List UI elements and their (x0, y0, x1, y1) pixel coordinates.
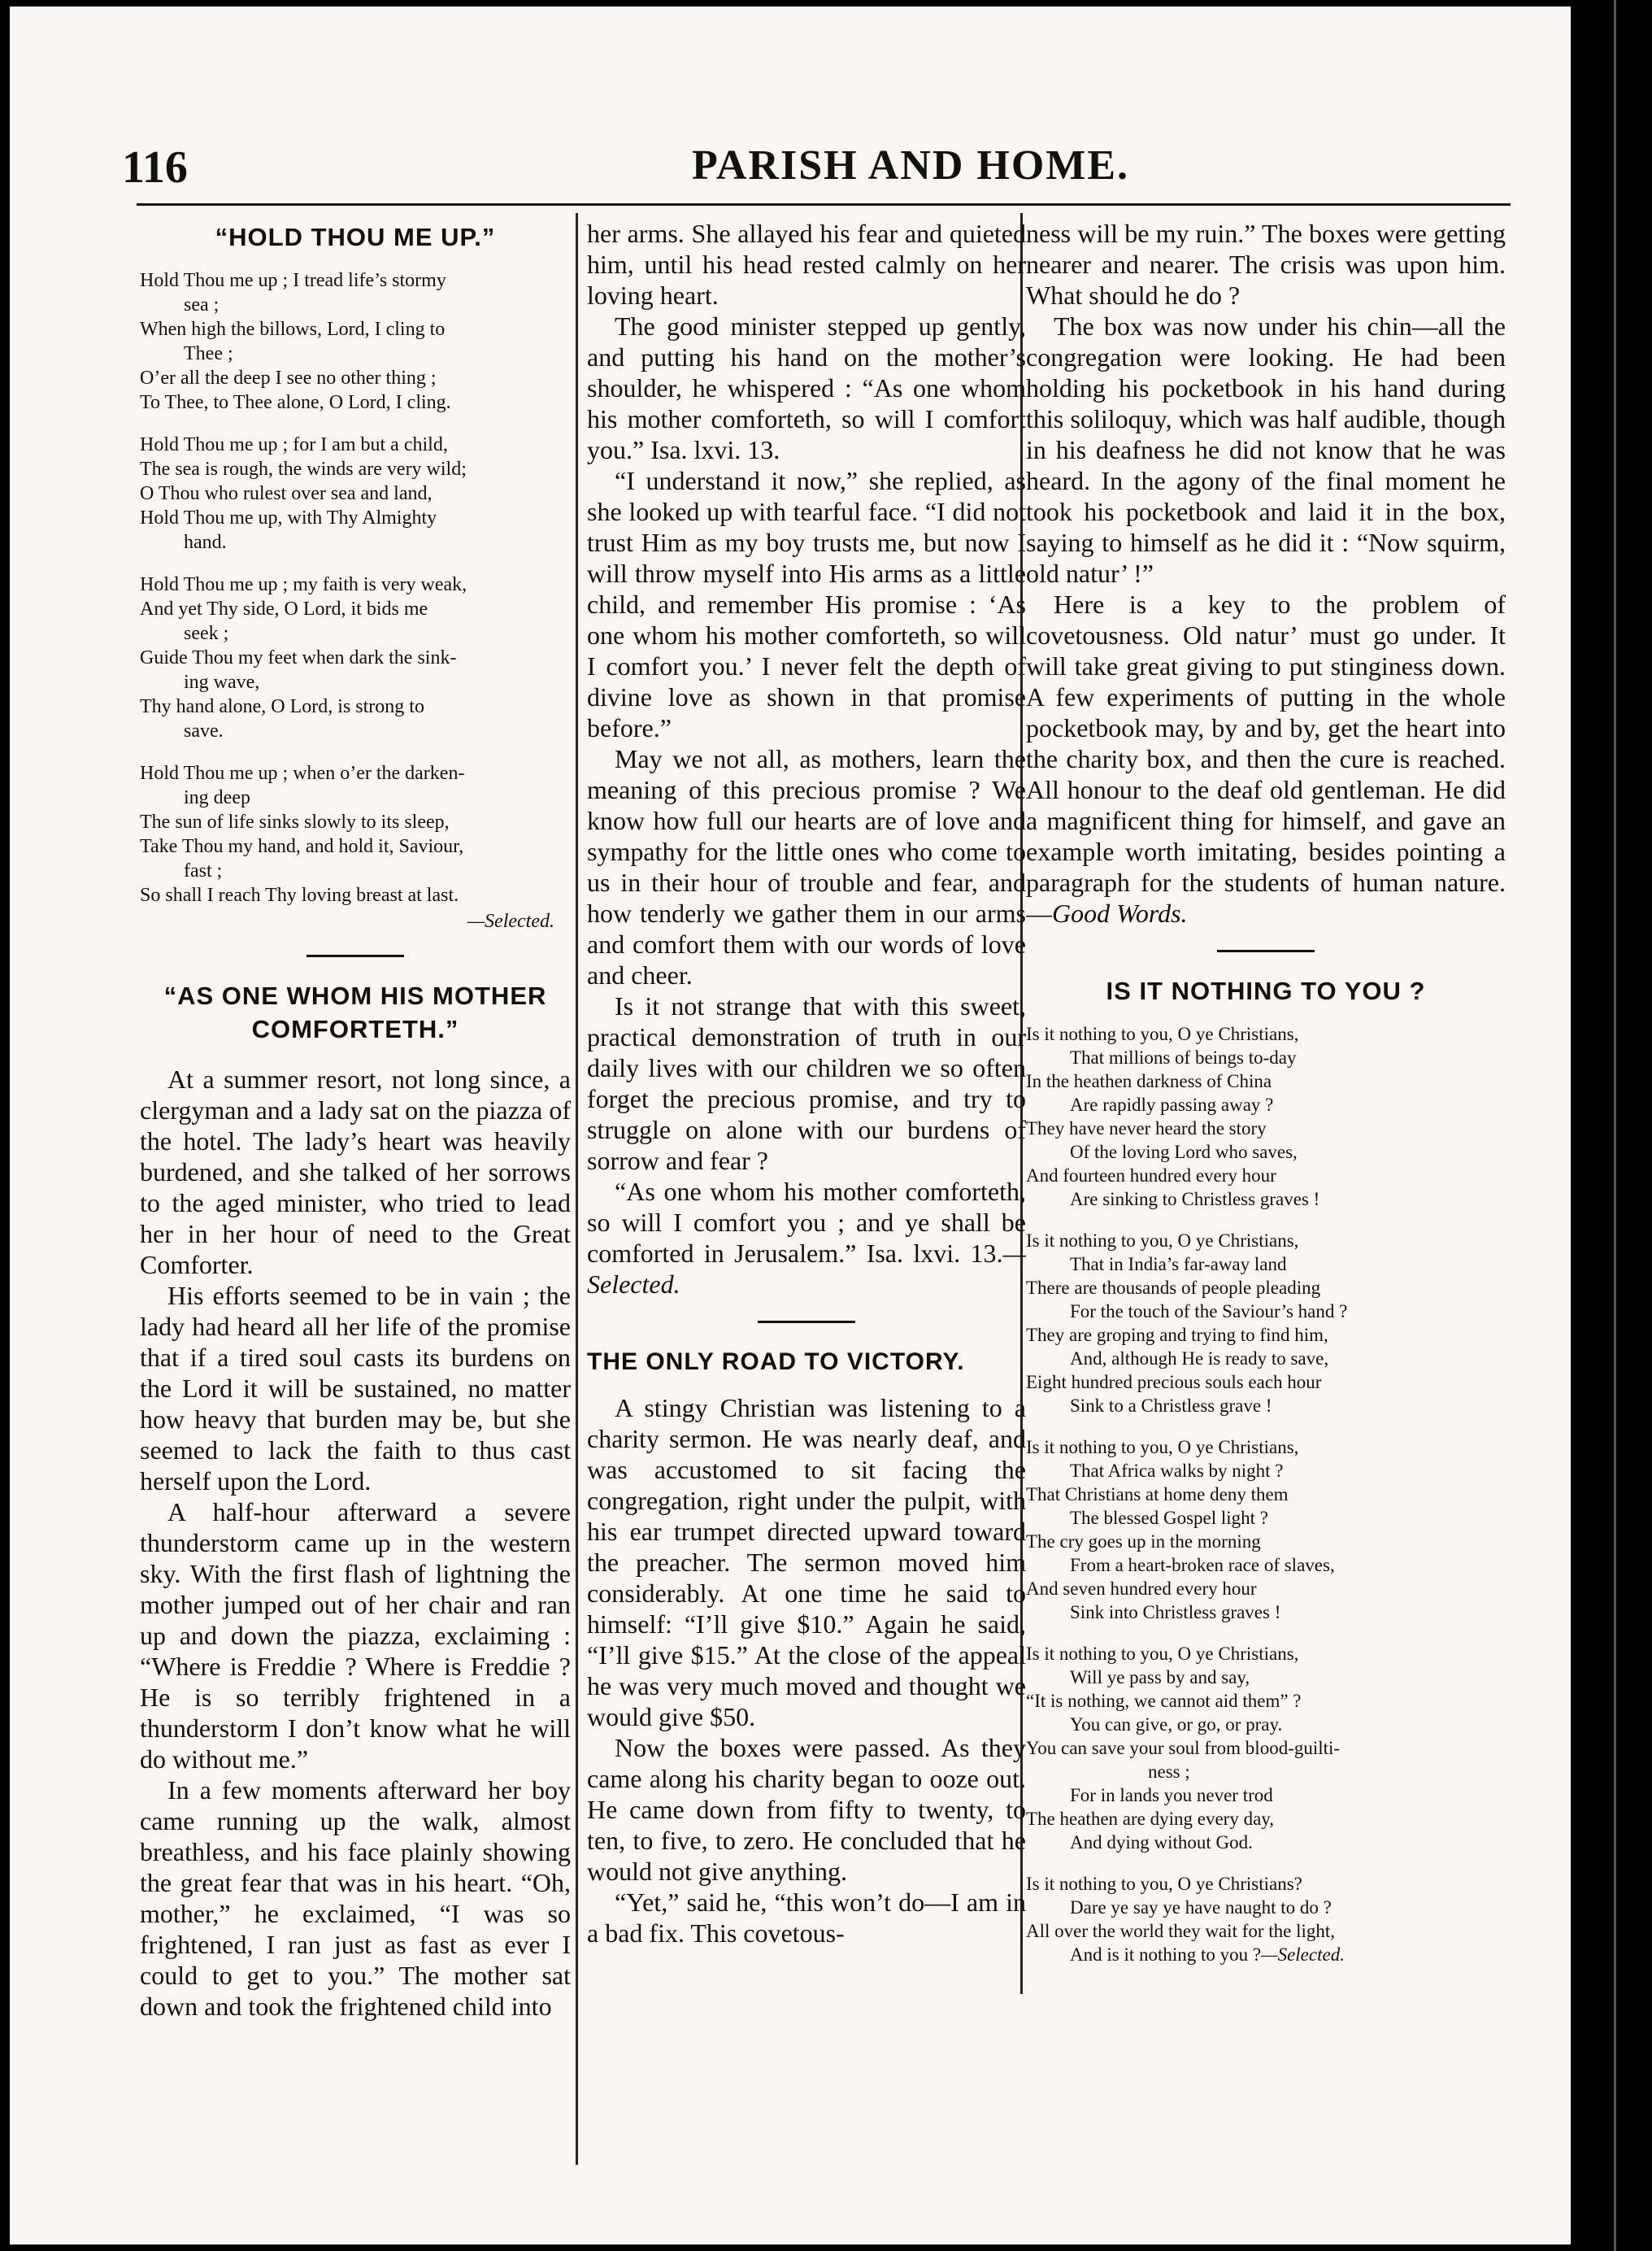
verse-line: All over the world they wait for the light, (1026, 1921, 1336, 1942)
header-rule (137, 203, 1511, 206)
stanza (140, 433, 571, 555)
column-rule-1 (576, 213, 578, 2165)
poem-attribution: —Selected. (1261, 1944, 1345, 1966)
poem-title: IS IT NOTHING TO YOU ? (1106, 977, 1426, 1005)
verse-line: O’er all the deep I see no other thing ; (140, 368, 437, 390)
column-1 (140, 218, 571, 2202)
verse-line: Hold Thou me up, with Thy Almighty (140, 507, 437, 529)
paragraph: The good minister stepped up gently, and putting his hand on the mother’s shoulder, he whispered : “As one whom his mother comforteth, so will I comfort you.” Isa. lxvi. 13. (587, 311, 1026, 464)
page-number: 116 (122, 142, 188, 193)
paragraph: “Yet,” said he, “this won’t do—I am in a bad fix. This covetous- (587, 1887, 1026, 1948)
poem-attribution: —Selected. (467, 911, 554, 933)
paragraph: In a few moments afterward her boy came running up the walk, almost breathless, and his face plainly showing the great fear that was in his heart. “Oh, mother,” he exclaimed, “I was so frightened, I ran just as fast as ever I could to get to you.” The mother sat down and took the frightened child into (140, 1774, 571, 2021)
paragraph-attribution: Good Words. (1052, 899, 1188, 928)
verse-line: The sun of life sinks slowly to its sleep, (140, 812, 450, 834)
stanza (140, 761, 571, 908)
paragraph-text: “As one whom his mother comforteth, so will I comfort you ; and ye shall be comforted in Jerusalem.” Isa. lxvi. 13. (587, 1177, 1026, 1268)
verse-text: And is it nothing to you ? (1070, 1944, 1262, 1966)
story-title: THE ONLY ROAD TO VICTORY. (587, 1348, 965, 1375)
paragraph: ness will be my ruin.” The boxes were getting nearer and nearer. The crisis was upon him. What should he do ? (1026, 219, 1506, 310)
verse-line: And seven hundred every hour (1026, 1578, 1257, 1600)
verse-line (1026, 1943, 1506, 1966)
paragraph-attribution: —Selected. (587, 1239, 1026, 1299)
verse-line: The heathen are dying every day, (1026, 1809, 1275, 1830)
paragraph (1026, 589, 1506, 929)
verse-line: They have never heard the story (1026, 1118, 1267, 1139)
verse-line: That Christians at home deny them (1026, 1484, 1289, 1505)
verse-line: For the touch of the Saviour’s hand ? (1070, 1301, 1348, 1322)
paragraph: May we not all, as mothers, learn the meaning of this precious promise ? We know how full our hearts are of love and sympathy for the little ones who come to us in their hour of trouble and fear, and how tenderly we gather them in our arms and comfort them with our words of love and cheer. (587, 744, 1026, 990)
verse-line: Thy hand alone, O Lord, is strong to (140, 696, 424, 718)
paragraph: Is it not strange that with this sweet, practical demonstration of truth in our daily lives with our children we so often forget the precious promise, and try to struggle on alone with our burdens of sorrow and fear ? (587, 991, 1026, 1175)
verse-line: You can save your soul from blood-guilti- (1026, 1738, 1341, 1759)
verse-line: Dare ye say ye have naught to do ? (1070, 1897, 1332, 1918)
poem-is-it-nothing (1026, 1022, 1506, 1966)
verse-line: Is it nothing to you, O ye Christians, (1026, 1024, 1299, 1045)
masthead-title: PARISH AND HOME. (691, 142, 1130, 189)
verse-line: save. (184, 721, 224, 742)
verse-line: And yet Thy side, O Lord, it bids me (140, 599, 428, 620)
verse-line: fast ; (184, 860, 223, 882)
paragraph: The box was now under his chin—all the congregation were looking. He had been holding his pocketbook in his hand during this soliloquy, which was half audible, though in his deafness he did not know that he was heard. In the agony of the final moment he took his pocketbook and laid it in the box, saying to himself as he did it : “Now squirm, old natur’ !” (1026, 311, 1506, 588)
paragraph: At a summer resort, not long since, a clergyman and a lady sat on the piazza of the hotel. The lady’s heart was heavily burdened, and she talked of her sorrows to the aged minister, who tried to lead her in her hour of need to the Great Comforter. (140, 1064, 571, 1279)
verse-line: ness ; (1148, 1761, 1190, 1783)
verse-line: And, although He is ready to save, (1070, 1348, 1329, 1369)
verse-line: So shall I reach Thy loving breast at last. (140, 885, 459, 907)
verse-line: Thee ; (184, 343, 233, 365)
verse-line: ing deep (184, 787, 250, 809)
verse-line: They are groping and trying to find him, (1026, 1325, 1328, 1346)
paragraph-text: Here is a key to the problem of covetousness. Old natur’ must go under. It will take great giving to put stinginess down. A few experiments of putting in the whole pocketbook may, by and by, get the heart into the charity box, and then the cure is reached. All honour to the deaf old gentleman. He did a magnificent thing for himself, and gave an example worth imitating, besides pointing a paragraph for the students of human nature.— (1026, 590, 1506, 928)
verse-line: Eight hundred precious souls each hour (1026, 1372, 1322, 1393)
verse-line: In the heathen darkness of China (1026, 1071, 1272, 1092)
stanza (1026, 1022, 1506, 1211)
verse-line: Hold Thou me up ; I tread life’s stormy (140, 270, 446, 292)
stanza (1026, 1872, 1506, 1966)
verse-line: seek ; (184, 623, 229, 645)
stanza (140, 268, 571, 415)
stanza (1026, 1642, 1506, 1854)
verse-line: When high the billows, Lord, I cling to (140, 319, 446, 341)
verse-line: Sink into Christless graves ! (1070, 1602, 1281, 1623)
paragraph: His efforts seemed to be in vain ; the lady had heard all her life of the promise that if a tired soul casts its burdens on the Lord it will be sustained, no matter how heavy that burden may be, but she seemed to lack the faith to thus cast herself upon the Lord. (140, 1280, 571, 1496)
verse-line: Will ye pass by and say, (1070, 1667, 1250, 1688)
verse-line: hand. (184, 532, 227, 554)
verse-line: Of the loving Lord who saves, (1070, 1142, 1298, 1163)
verse-line: That in India’s far-away land (1070, 1254, 1287, 1275)
verse-line: Are rapidly passing away ? (1070, 1095, 1274, 1116)
verse-line: O Thou who rulest over sea and land, (140, 483, 433, 505)
paragraph: Now the boxes were passed. As they came along his charity began to ooze out. He came down from fifty to twenty, to ten, to five, to zero. He concluded that he would not give anything. (587, 1733, 1026, 1886)
paragraph: her arms. She allayed his fear and quieted him, until his head rested calmly on her loving heart. (587, 219, 1026, 310)
verse-line: The sea is rough, the winds are very wild; (140, 459, 467, 481)
verse-line: ing wave, (184, 672, 260, 694)
verse-line: From a heart-broken race of slaves, (1070, 1555, 1335, 1576)
verse-line: Hold Thou me up ; when o’er the darken- (140, 763, 465, 785)
paragraph: “I understand it now,” she replied, as she looked up with tearful face. “I did not trust Him as my boy trusts me, but now I will throw myself into His arms as a little child, and remember His promise : ‘As one whom his mother comforteth, so will I comfort you.’ I never felt the depth of divine love as shown in that promise before.” (587, 466, 1026, 742)
paragraph: A stingy Christian was listening to a charity sermon. He was nearly deaf, and was accustomed to sit facing the congregation, right under the pulpit, with his ear trumpet directed upward toward the preacher. The sermon moved him considerably. At one time he said to himself: “I’ll give $10.” Again he said, “I’ll give $15.” At the close of the appeal he was very much moved and thought we would give $50. (587, 1393, 1026, 1731)
stanza (140, 573, 571, 743)
verse-line: Hold Thou me up ; for I am but a child, (140, 434, 448, 456)
story-title (140, 980, 571, 1046)
verse-line: Hold Thou me up ; my faith is very weak, (140, 574, 467, 596)
column-2 (587, 218, 1026, 2202)
section-divider (1217, 950, 1315, 952)
page-edge-shadow (1571, 0, 1652, 2251)
verse-line: To Thee, to Thee alone, O Lord, I cling. (140, 392, 451, 414)
story-title-line-2: COMFORTETH.” (251, 1014, 459, 1043)
verse-line: And dying without God. (1070, 1832, 1253, 1853)
story-title-line-1: “AS ONE WHOM HIS MOTHER (163, 982, 547, 1011)
verse-line: You can give, or go, or pray. (1070, 1714, 1283, 1735)
verse-line: Take Thou my hand, and hold it, Saviour, (140, 836, 464, 858)
verse-line: Guide Thou my feet when dark the sink- (140, 647, 457, 669)
verse-line: And fourteen hundred every hour (1026, 1165, 1276, 1186)
verse-line: Sink to a Christless grave ! (1070, 1395, 1272, 1417)
verse-line: The blessed Gospel light ? (1070, 1508, 1269, 1529)
stanza (1026, 1435, 1506, 1624)
verse-line: There are thousands of people pleading (1026, 1278, 1321, 1299)
stanza (1026, 1229, 1506, 1417)
verse-line: Are sinking to Christless graves ! (1070, 1189, 1320, 1210)
verse-line: Is it nothing to you, O ye Christians? (1026, 1874, 1302, 1895)
verse-line: “It is nothing, we cannot aid them” ? (1026, 1691, 1302, 1712)
verse-line: That millions of beings to-day (1070, 1047, 1297, 1069)
verse-line: Is it nothing to you, O ye Christians, (1026, 1230, 1299, 1252)
verse-line: The cry goes up in the morning (1026, 1531, 1261, 1552)
section-divider (306, 955, 404, 957)
paragraph: A half-hour afterward a severe thunderstorm came up in the western sky. With the first flash of lightning the mother jumped out of her chair and ran up and down the piazza, exclaiming : “Where is Freddie ? Where is Freddie ? He is so terribly frightened in a thunderstorm I don’t know what he will do without me.” (140, 1496, 571, 1774)
verse-line: That Africa walks by night ? (1070, 1461, 1284, 1482)
poem-hold-thou-me-up (140, 268, 571, 934)
page-edge-line (1614, 0, 1616, 2251)
paragraph (587, 1176, 1026, 1300)
verse-line: Is it nothing to you, O ye Christians, (1026, 1644, 1299, 1665)
poem-title: “HOLD THOU ME UP.” (215, 223, 496, 251)
verse-line: sea ; (184, 294, 220, 316)
column-3 (1026, 218, 1506, 2202)
verse-line: For in lands you never trod (1070, 1785, 1273, 1806)
verse-line: Is it nothing to you, O ye Christians, (1026, 1437, 1299, 1458)
section-divider (758, 1321, 855, 1323)
